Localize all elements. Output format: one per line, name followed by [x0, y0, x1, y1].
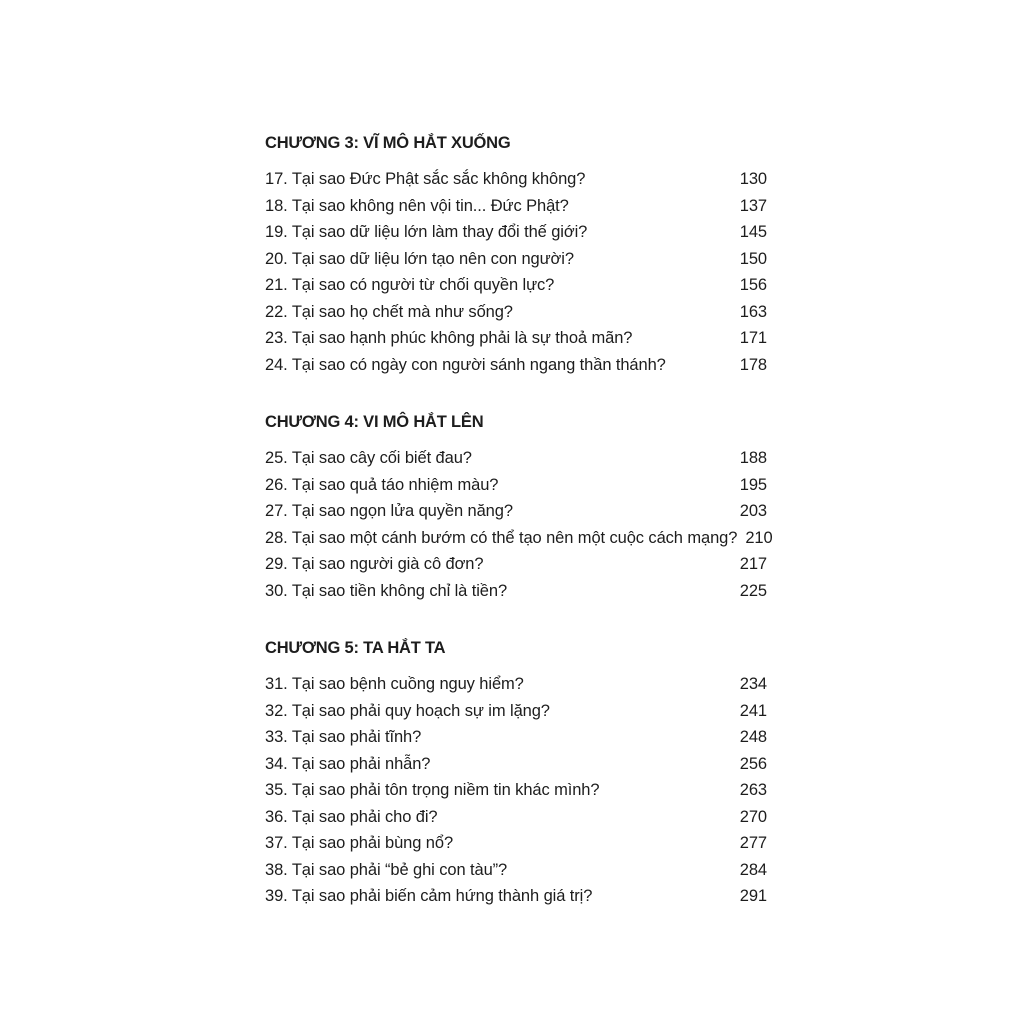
toc-entry-title: 38. Tại sao phải “bẻ ghi con tàu”?: [265, 860, 508, 879]
toc-entry: [265, 551, 767, 578]
toc-entry-title: 18. Tại sao không nên vội tin... Đức Phật?: [265, 196, 569, 215]
toc-entry: [265, 498, 767, 525]
toc-entry: [265, 445, 767, 472]
toc-entry: [265, 299, 767, 326]
toc-entry: [265, 578, 767, 605]
toc-entry-title: 17. Tại sao Đức Phật sắc sắc không không?: [265, 170, 586, 188]
toc-entry-title: 28. Tại sao một cánh bướm có thể tạo nên một cuộc cách mạng?: [265, 528, 738, 547]
toc-entry-title: 25. Tại sao cây cối biết đau?: [265, 449, 472, 467]
toc-entry-page-number: 234: [739, 675, 767, 693]
toc-entry-title: 23. Tại sao hạnh phúc không phải là sự thoả mãn?: [265, 329, 633, 347]
toc-entry-page-number: 291: [739, 887, 767, 905]
toc-entry-title: 36. Tại sao phải cho đi?: [265, 807, 438, 826]
toc-entry-page-number: 130: [739, 170, 767, 188]
toc-entry-page-number: 248: [739, 728, 767, 746]
toc-entry: [265, 193, 767, 220]
toc-entry-page-number: 188: [739, 449, 767, 467]
toc-entry: [265, 325, 767, 352]
toc-entry: [265, 166, 767, 193]
toc-entry: [265, 272, 767, 299]
toc-entry-page-number: 241: [739, 701, 767, 720]
toc-entry: [265, 219, 767, 246]
toc-entry-page-number: 217: [739, 555, 767, 573]
chapter-title: CHƯƠNG 5: TA HẮT TA: [265, 639, 446, 657]
toc-entry-page-number: 171: [739, 329, 767, 347]
toc-entry-page-number: 210: [745, 528, 773, 547]
toc-entry-title: 31. Tại sao bệnh cuồng nguy hiểm?: [265, 675, 524, 693]
toc-entry-page-number: 263: [739, 781, 767, 799]
toc-entry: [265, 724, 767, 751]
toc-entry-page-number: 137: [739, 196, 767, 215]
toc-entry-page-number: 150: [739, 249, 767, 268]
toc-entry-page-number: 178: [739, 355, 767, 374]
toc-entry-page-number: 203: [739, 502, 767, 520]
toc-entry-title: 39. Tại sao phải biến cảm hứng thành giá trị?: [265, 887, 593, 905]
toc-entry-title: 21. Tại sao có người từ chối quyền lực?: [265, 276, 555, 294]
toc-entry-title: 35. Tại sao phải tôn trọng niềm tin khác mình?: [265, 781, 600, 799]
toc-entry-title: 19. Tại sao dữ liệu lớn làm thay đổi thế giới?: [265, 223, 588, 241]
toc-entry: [265, 751, 767, 778]
chapter-section: [265, 129, 767, 378]
table-of-contents: [265, 129, 773, 940]
toc-entry: [265, 472, 767, 499]
toc-entry-title: 33. Tại sao phải tĩnh?: [265, 728, 422, 746]
chapter-title: CHƯƠNG 3: VĨ MÔ HẮT XUỐNG: [265, 134, 511, 152]
toc-entry: [265, 352, 767, 379]
toc-entry-page-number: 195: [739, 475, 767, 494]
toc-entry-title: 34. Tại sao phải nhẫn?: [265, 754, 431, 773]
toc-entry-page-number: 256: [739, 754, 767, 773]
toc-entry: [265, 804, 767, 831]
toc-entry: [265, 830, 767, 857]
toc-entry: [265, 777, 767, 804]
toc-entry-title: 22. Tại sao họ chết mà như sống?: [265, 302, 513, 321]
toc-entry-title: 29. Tại sao người già cô đơn?: [265, 555, 484, 573]
toc-entry-page-number: 225: [739, 581, 767, 600]
toc-entry: [265, 671, 767, 698]
toc-entry-title: 30. Tại sao tiền không chỉ là tiền?: [265, 581, 508, 600]
toc-entry-page-number: 270: [739, 807, 767, 826]
toc-entry: [265, 525, 773, 552]
chapter-section: [265, 408, 773, 604]
toc-entry-page-number: 163: [739, 302, 767, 321]
toc-entry-title: 32. Tại sao phải quy hoạch sự im lặng?: [265, 701, 550, 720]
chapter-title: CHƯƠNG 4: VI MÔ HẮT LÊN: [265, 413, 484, 431]
toc-entry: [265, 883, 767, 910]
toc-entry-page-number: 277: [739, 834, 767, 852]
chapter-section: [265, 634, 767, 910]
toc-entry-title: 20. Tại sao dữ liệu lớn tạo nên con người?: [265, 249, 574, 268]
toc-entry-title: 27. Tại sao ngọn lửa quyền năng?: [265, 502, 513, 520]
toc-entry-title: 24. Tại sao có ngày con người sánh ngang thần thánh?: [265, 355, 666, 374]
toc-entry-page-number: 145: [739, 223, 767, 241]
toc-entry: [265, 857, 767, 884]
toc-entry: [265, 698, 767, 725]
toc-entry-title: 26. Tại sao quả táo nhiệm màu?: [265, 475, 499, 494]
toc-entry-title: 37. Tại sao phải bùng nổ?: [265, 834, 454, 852]
toc-entry: [265, 246, 767, 273]
toc-entry-page-number: 284: [739, 860, 767, 879]
toc-entry-page-number: 156: [739, 276, 767, 294]
